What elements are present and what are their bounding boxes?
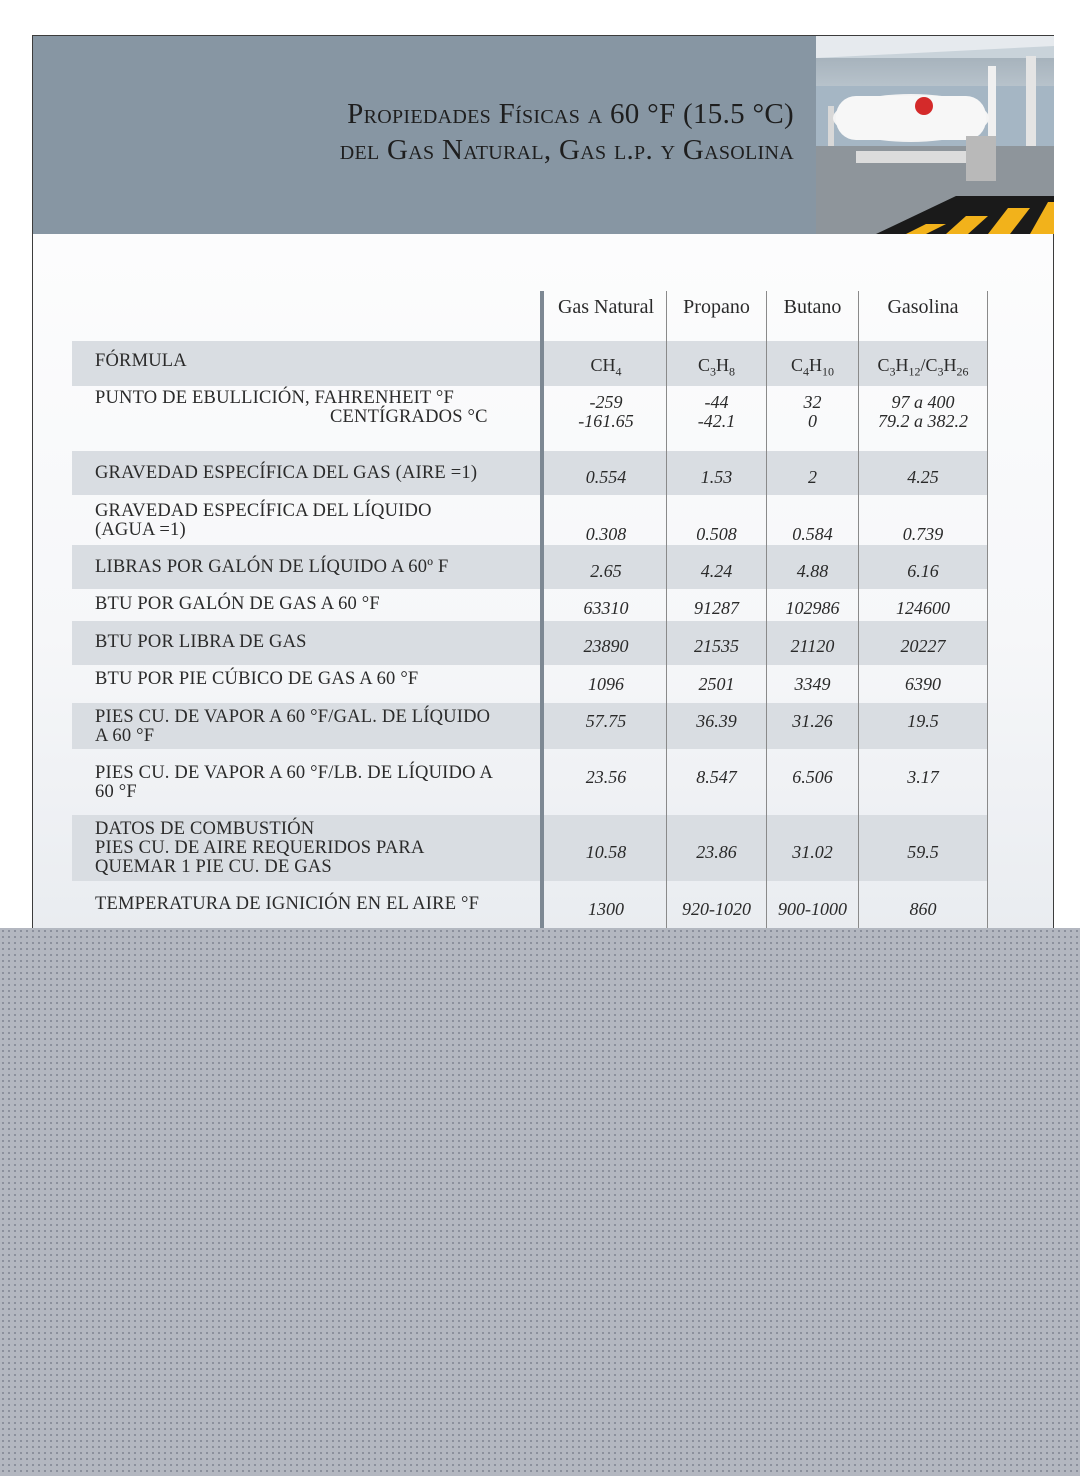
cell: 97 a 400: [891, 392, 955, 412]
cell: 900-1000: [778, 899, 847, 919]
row-label-formula: FÓRMULA: [95, 351, 187, 371]
gas-station-illustration: [816, 36, 1054, 234]
cell: 21120: [790, 636, 835, 656]
title-line-1: Propiedades Físicas a 60 °F (15.5 °C): [347, 98, 794, 130]
row-label-combustion-3: QUEMAR 1 PIE CU. DE GAS: [95, 857, 332, 877]
row-label-liquid-gravity-2: (AGUA =1): [95, 520, 186, 540]
cell: 3.17: [907, 767, 939, 787]
cell: 20227: [900, 636, 946, 656]
row-label-vapor-gallon-2: A 60 °F: [95, 726, 155, 746]
cell: -161.65: [578, 411, 634, 431]
row-label-ignition-temp: TEMPERATURA DE IGNICIÓN EN EL AIRE °F: [95, 894, 480, 914]
column-header-gas-natural: Gas Natural: [557, 296, 655, 318]
column-divider: [987, 291, 988, 941]
cell: 23.86: [696, 842, 737, 862]
cell: 6390: [905, 674, 941, 694]
cell: 0.554: [585, 467, 627, 487]
cell: 1.53: [700, 467, 733, 487]
cell: -259: [589, 392, 623, 412]
row-label-vapor-gallon: PIES CU. DE VAPOR A 60 °F/GAL. DE LÍQUIDO: [95, 707, 491, 727]
cell: 6.16: [907, 561, 939, 581]
cell: 860: [909, 899, 937, 919]
cell: 2.65: [590, 561, 622, 581]
cell: 4.24: [700, 561, 733, 581]
row-label-btu-gallon: BTU POR GALÓN DE GAS A 60 °F: [95, 594, 380, 614]
row-label-combustion-2: PIES CU. DE AIRE REQUERIDOS PARA: [95, 838, 425, 858]
cell: 10.58: [585, 842, 627, 862]
cell: 19.5: [907, 711, 939, 731]
cell: 23890: [583, 636, 629, 656]
cell: 1300: [588, 899, 624, 919]
cell: 91287: [694, 598, 739, 618]
cell: -42.1: [697, 411, 736, 431]
cell: 124600: [896, 598, 950, 618]
cell: 59.5: [907, 842, 939, 862]
formula-gas-natural: $CH_4$: [590, 355, 622, 379]
formula-gasolina: $C_3H_{12}/C_3H_{26}$: [877, 355, 969, 379]
cell: 102986: [785, 598, 840, 618]
cell: 57.75: [585, 711, 627, 731]
cell: 31.26: [792, 711, 833, 731]
cell: 36.39: [696, 711, 737, 731]
label-divider: [540, 291, 544, 941]
row-label-btu-pound: BTU POR LIBRA DE GAS: [95, 632, 307, 652]
dotted-overlay: [0, 928, 1080, 1476]
cell: 21535: [694, 636, 739, 656]
column-header-propano: Propano: [683, 296, 750, 318]
row-label-boiling-point-celsius: CENTÍGRADOS °C: [330, 407, 488, 427]
cell: 0: [808, 411, 817, 431]
gas-station-photo: [816, 36, 1054, 234]
cell: 0.508: [696, 524, 737, 544]
cell: 79.2 a 382.2: [878, 411, 968, 431]
cell: 31.02: [792, 842, 833, 862]
row-label-vapor-pound: PIES CU. DE VAPOR A 60 °F/LB. DE LÍQUIDO A: [95, 763, 494, 783]
cell: -44: [704, 392, 729, 412]
row-label-combustion: DATOS DE COMBUSTIÓN: [95, 819, 315, 839]
row-label-pounds-per-gallon: LIBRAS POR GALÓN DE LÍQUIDO A 60º F: [95, 557, 449, 577]
cell: 63310: [583, 598, 629, 618]
row-label-btu-cubic-foot: BTU POR PIE CÚBICO DE GAS A 60 °F: [95, 669, 419, 689]
cell: 1096: [588, 674, 624, 694]
cell: 2: [808, 467, 817, 487]
cell: 920-1020: [682, 899, 751, 919]
column-header-gasolina: Gasolina: [887, 296, 959, 318]
column-header-butano: Butano: [783, 296, 842, 318]
cell: 0.739: [902, 524, 944, 544]
formula-propano: $C_3H_8$: [697, 355, 735, 379]
cell: 8.547: [696, 767, 737, 787]
cell: 2501: [698, 674, 735, 694]
cell: 23.56: [585, 767, 627, 787]
formula-butano: $C_4H_{10}$: [790, 355, 834, 379]
row-label-liquid-gravity: GRAVEDAD ESPECÍFICA DEL LÍQUIDO: [95, 501, 432, 521]
cell: 0.584: [792, 524, 833, 544]
title-line-2: del Gas Natural, Gas l.p. y Gasolina: [339, 134, 794, 166]
cell: 32: [803, 392, 822, 412]
cell: 4.88: [796, 561, 829, 581]
row-label-boiling-point: PUNTO DE EBULLICIÓN, FAHRENHEIT °F: [95, 388, 455, 408]
cell: 0.308: [585, 524, 627, 544]
cell: 6.506: [792, 767, 833, 787]
row-label-gas-gravity: GRAVEDAD ESPECÍFICA DEL GAS (AIRE =1): [95, 463, 478, 483]
cell: 3349: [794, 674, 831, 694]
cell: 4.25: [907, 467, 939, 487]
row-label-vapor-pound-2: 60 °F: [95, 782, 137, 802]
page-title: [340, 96, 794, 168]
